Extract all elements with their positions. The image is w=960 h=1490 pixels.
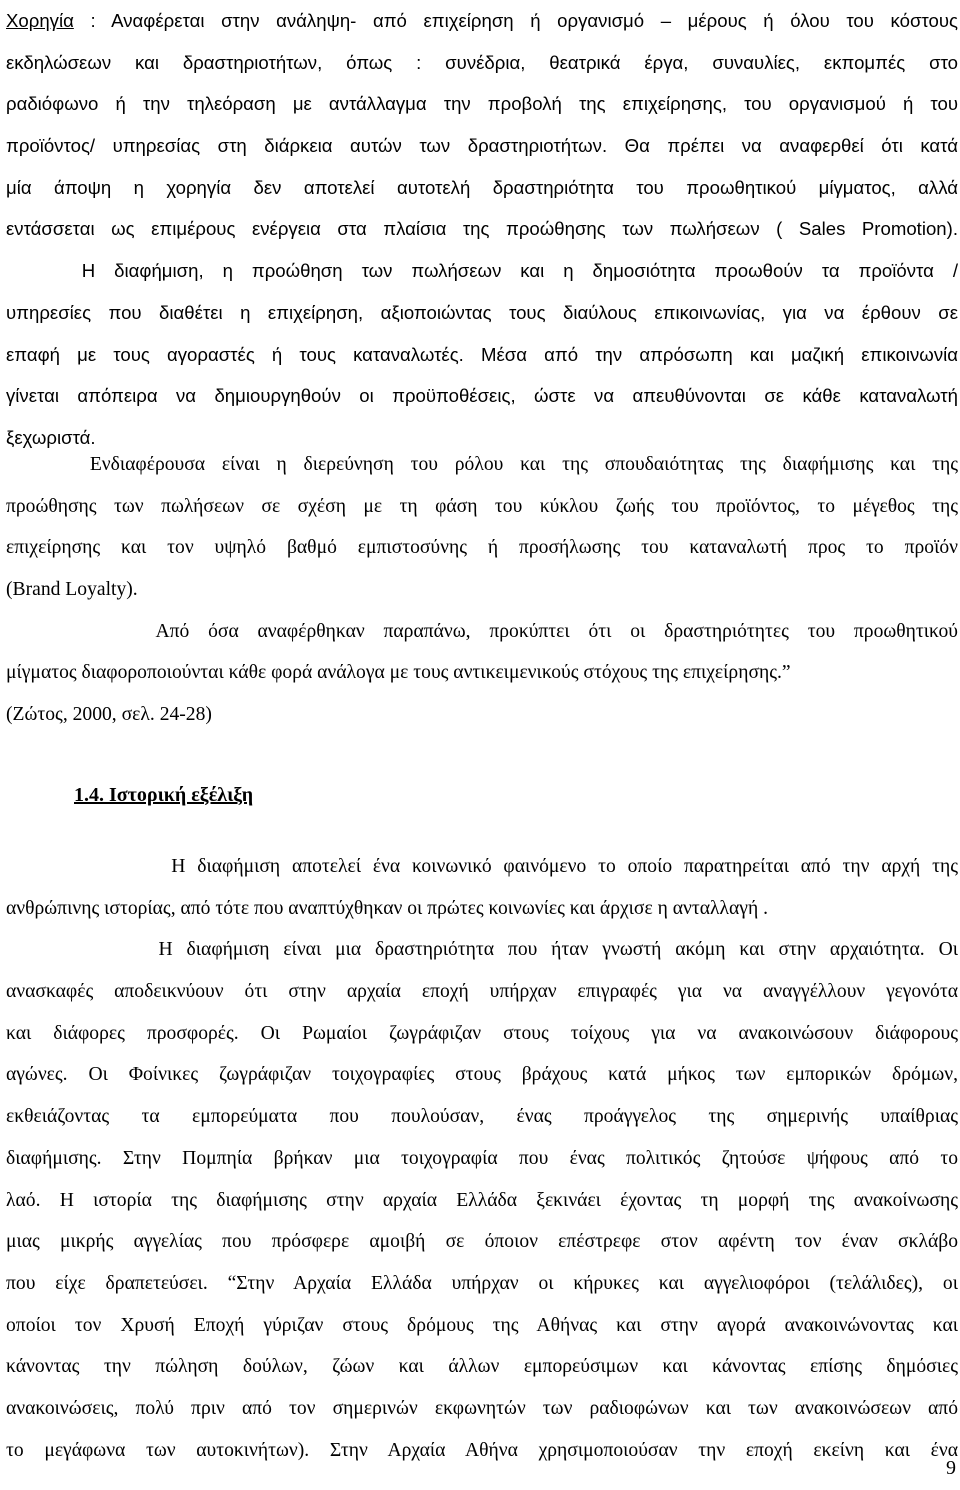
text-line: και διάφορες προσφορές. Οι Ρωμαίοι ζωγράφιζαν στους τοίχους για να ανακοινώσουν διάφορους bbox=[6, 1022, 958, 1044]
text-line: εκθειάζοντας τα εμπορεύματα που πουλούσαν, ένας προάγγελος της σημερινής υπαίθριας bbox=[6, 1106, 958, 1128]
text-line: εκδηλώσεων και δραστηριοτήτων, όπως : συνέδρια, θεατρικά έργα, συναυλίες, εκπομπές στο bbox=[6, 51, 958, 73]
text-line: Η διαφήμιση αποτελεί ένα κοινωνικό φαινόμενο το οποίο παρατηρείται από την αρχή της bbox=[6, 856, 958, 877]
text-line bbox=[6, 0, 958, 42]
text-line: γίνεται απόπειρα να δημιουργηθούν οι προϋποθέσεις, ώστε να απευθύνονται σε κάθε καταναλωτή bbox=[6, 385, 958, 407]
page-number: 9 bbox=[946, 1457, 956, 1479]
text-line: μία άποψη η χορηγία δεν αποτελεί αυτοτελή δραστηριότητα του προωθητικού μίγματος, αλλά bbox=[6, 176, 958, 198]
text-line: ανακοινώσεις, πολύ πριν από τον σημερινών εκφωνητών των ραδιοφώνων και των ανακοινώσεων από bbox=[6, 1397, 958, 1419]
text-line: που είχε δραπετεύσει. “Στην Αρχαία Ελλάδα υπήρχαν οι κήρυκες και αγγελιοφόροι (τελάλιδες), οι bbox=[6, 1272, 958, 1294]
text-line: επαφή με τους αγοραστές ή τους καταναλωτές. Μέσα από την απρόσωπη και μαζική επικοινωνία bbox=[6, 343, 958, 365]
paragraph-historical-evolution bbox=[6, 846, 958, 1471]
definition-text: : Αναφέρεται στην ανάληψη- από επιχείρηση ή οργανισμό – μέρους ή όλου του κόστους bbox=[73, 10, 958, 31]
text-line: οποίοι τον Χρυσή Εποχή γύριζαν στους δρόμους της Αθήνας και στην αγορά ανακοινώνοντας και bbox=[6, 1314, 958, 1336]
section-heading: 1.4. Ιστορική εξέλιξη bbox=[74, 784, 254, 806]
text-line: μιας μικρής αγγελίας που πρόσφερε αμοιβή σε όποιον επέστρεφε στον αφέντη τον έναν σκλάβο bbox=[6, 1231, 958, 1253]
text-line: ραδιόφωνο ή την τηλεόραση με αντάλλαγμα την προβολή της επιχείρησης, του οργανισμού ή του bbox=[6, 93, 958, 115]
text-line: Η διαφήμιση, η προώθηση των πωλήσεων και η δημοσιότητα προωθούν τα προϊόντα / bbox=[6, 260, 958, 282]
text-line: ξεχωριστά. bbox=[6, 426, 96, 448]
text-line: υπηρεσίες που διαθέτει η επιχείρηση, αξιοποιώντας τους διαύλους επικοινωνίας, για να έρθουν σε bbox=[6, 301, 958, 323]
text-line: λαό. Η ιστορία της διαφήμισης στην αρχαία Ελλάδα ξεκινάει έχοντας τη μορφή της ανακοίνωσης bbox=[6, 1189, 958, 1211]
text-line: ανθρώπινης ιστορίας, από τότε που αναπτύχθηκαν οι πρώτες κοινωνίες και άρχισε η ανταλλαγή . bbox=[6, 897, 769, 919]
text-line: αγώνες. Οι Φοίνικες ζωγράφιζαν τοιχογραφίες στους βράχους κατά μήκος των εμπορικών δρόμων, bbox=[6, 1064, 958, 1086]
text-line: εντάσσεται ως επιμέρους ενέργεια στα πλαίσια της προώθησης των πωλήσεων ( Sales Promotion). bbox=[6, 218, 958, 240]
text-line: κάνοντας την πώληση δούλων, ζώων και άλλων εμπορεύσιμων και κάνοντας επίσης δημόσιες bbox=[6, 1356, 958, 1378]
text-line: ανασκαφές αποδεικνύουν ότι στην αρχαία εποχή υπήρχαν επιγραφές για να αναγγέλλουν γεγονότα bbox=[6, 981, 958, 1003]
text-line: Η διαφήμιση είναι μια δραστηριότητα που ήταν γνωστή ακόμη και στην αρχαιότητα. Οι bbox=[6, 939, 958, 961]
text-line: Ενδιαφέρουσα είναι η διερεύνηση του ρόλου και της σπουδαιότητας της διαφήμισης και της bbox=[6, 454, 958, 475]
text-line: προϊόντος/ υπηρεσίας στη διάρκεια αυτών των δραστηριοτήτων. Θα πρέπει να αναφερθεί ότι κατά bbox=[6, 135, 958, 157]
text-line: μίγματος διαφοροποιούνται κάθε φορά ανάλογα με τους αντικειμενικούς στόχους της επιχείρησης.” bbox=[6, 662, 791, 684]
paragraph-sponsorship-and-promotion bbox=[6, 0, 958, 459]
paragraph-advertising-role bbox=[6, 444, 958, 736]
text-line: (Brand Loyalty). bbox=[6, 579, 138, 601]
text-line: προώθησης των πωλήσεων σε σχέση με τη φάση του κύκλου ζωής του προϊόντος, το μέγεθος της bbox=[6, 495, 958, 517]
text-line: επιχείρησης και τον υψηλό βαθμό εμπιστοσύνης ή προσήλωσης του καταναλωτή προς το προϊόν bbox=[6, 537, 958, 559]
term-sponsorship: Χορηγία bbox=[6, 10, 74, 31]
text-line: το μεγάφωνα των αυτοκινήτων). Στην Αρχαία Αθήνα χρησιμοποιούσαν την εποχή εκείνη και ένα bbox=[6, 1439, 958, 1461]
text-line: Από όσα αναφέρθηκαν παραπάνω, προκύπτει ότι οι δραστηριότητες του προωθητικού bbox=[6, 620, 958, 642]
text-line: (Ζώτος, 2000, σελ. 24-28) bbox=[6, 704, 212, 726]
text-line: διαφήμισης. Στην Πομπηία βρήκαν μια τοιχογραφία που ένας πολιτικός ζητούσε ψήφους από το bbox=[6, 1147, 958, 1169]
